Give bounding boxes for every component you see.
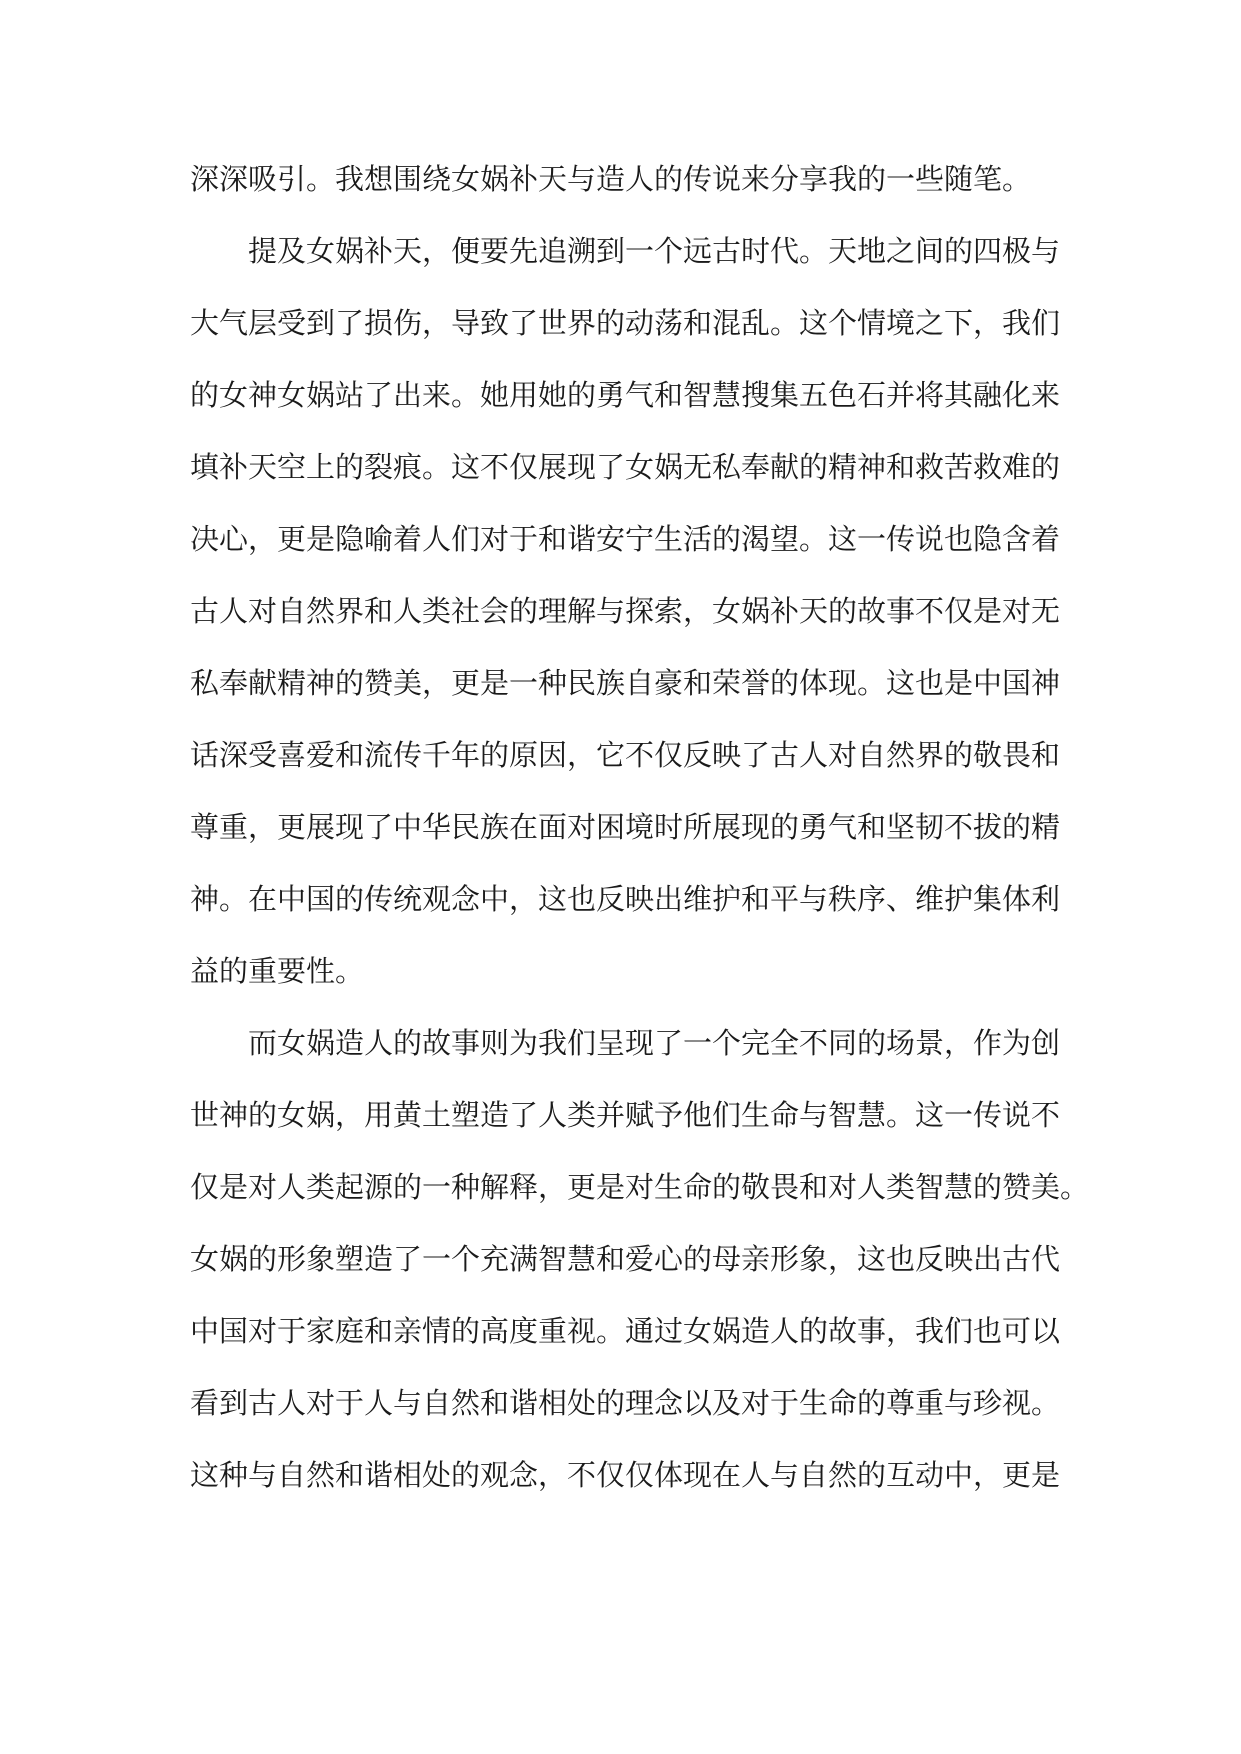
text-line: 提及女娲补天，便要先追溯到一个远古时代。天地之间的四极与 bbox=[248, 234, 1061, 268]
text-line: 尊重，更展现了中华民族在面对困境时所展现的勇气和坚韧不拔的精 bbox=[190, 810, 1061, 844]
text-line: 填补天空上的裂痕。这不仅展现了女娲无私奉献的精神和救苦救难的 bbox=[190, 450, 1061, 484]
text-line: 女娲的形象塑造了一个充满智慧和爱心的母亲形象，这也反映出古代 bbox=[190, 1242, 1061, 1276]
text-line: 古人对自然界和人类社会的理解与探索，女娲补天的故事不仅是对无 bbox=[190, 594, 1061, 628]
text-line: 私奉献精神的赞美，更是一种民族自豪和荣誉的体现。这也是中国神 bbox=[190, 666, 1061, 700]
body-text bbox=[190, 143, 1090, 1511]
text-line: 看到古人对于人与自然和谐相处的理念以及对于生命的尊重与珍视。 bbox=[190, 1386, 1061, 1420]
text-line: 深深吸引。我想围绕女娲补天与造人的传说来分享我的一些随笔。 bbox=[190, 162, 1032, 196]
text-line: 仅是对人类起源的一种解释，更是对生命的敬畏和对人类智慧的赞美。 bbox=[190, 1170, 1090, 1204]
text-line: 话深受喜爱和流传千年的原因，它不仅反映了古人对自然界的敬畏和 bbox=[190, 738, 1061, 772]
text-line: 这种与自然和谐相处的观念，不仅仅体现在人与自然的互动中，更是 bbox=[190, 1458, 1061, 1492]
text-line: 益的重要性。 bbox=[190, 954, 365, 988]
text-line: 而女娲造人的故事则为我们呈现了一个完全不同的场景，作为创 bbox=[248, 1026, 1061, 1060]
text-line: 大气层受到了损伤，导致了世界的动荡和混乱。这个情境之下，我们 bbox=[190, 306, 1061, 340]
text-line: 决心，更是隐喻着人们对于和谐安宁生活的渴望。这一传说也隐含着 bbox=[190, 522, 1061, 556]
text-line: 中国对于家庭和亲情的高度重视。通过女娲造人的故事，我们也可以 bbox=[190, 1314, 1061, 1348]
text-line: 世神的女娲，用黄土塑造了人类并赋予他们生命与智慧。这一传说不 bbox=[190, 1098, 1061, 1132]
text-line: 神。在中国的传统观念中，这也反映出维护和平与秩序、维护集体利 bbox=[190, 882, 1061, 916]
text-line: 的女神女娲站了出来。她用她的勇气和智慧搜集五色石并将其融化来 bbox=[190, 378, 1061, 412]
